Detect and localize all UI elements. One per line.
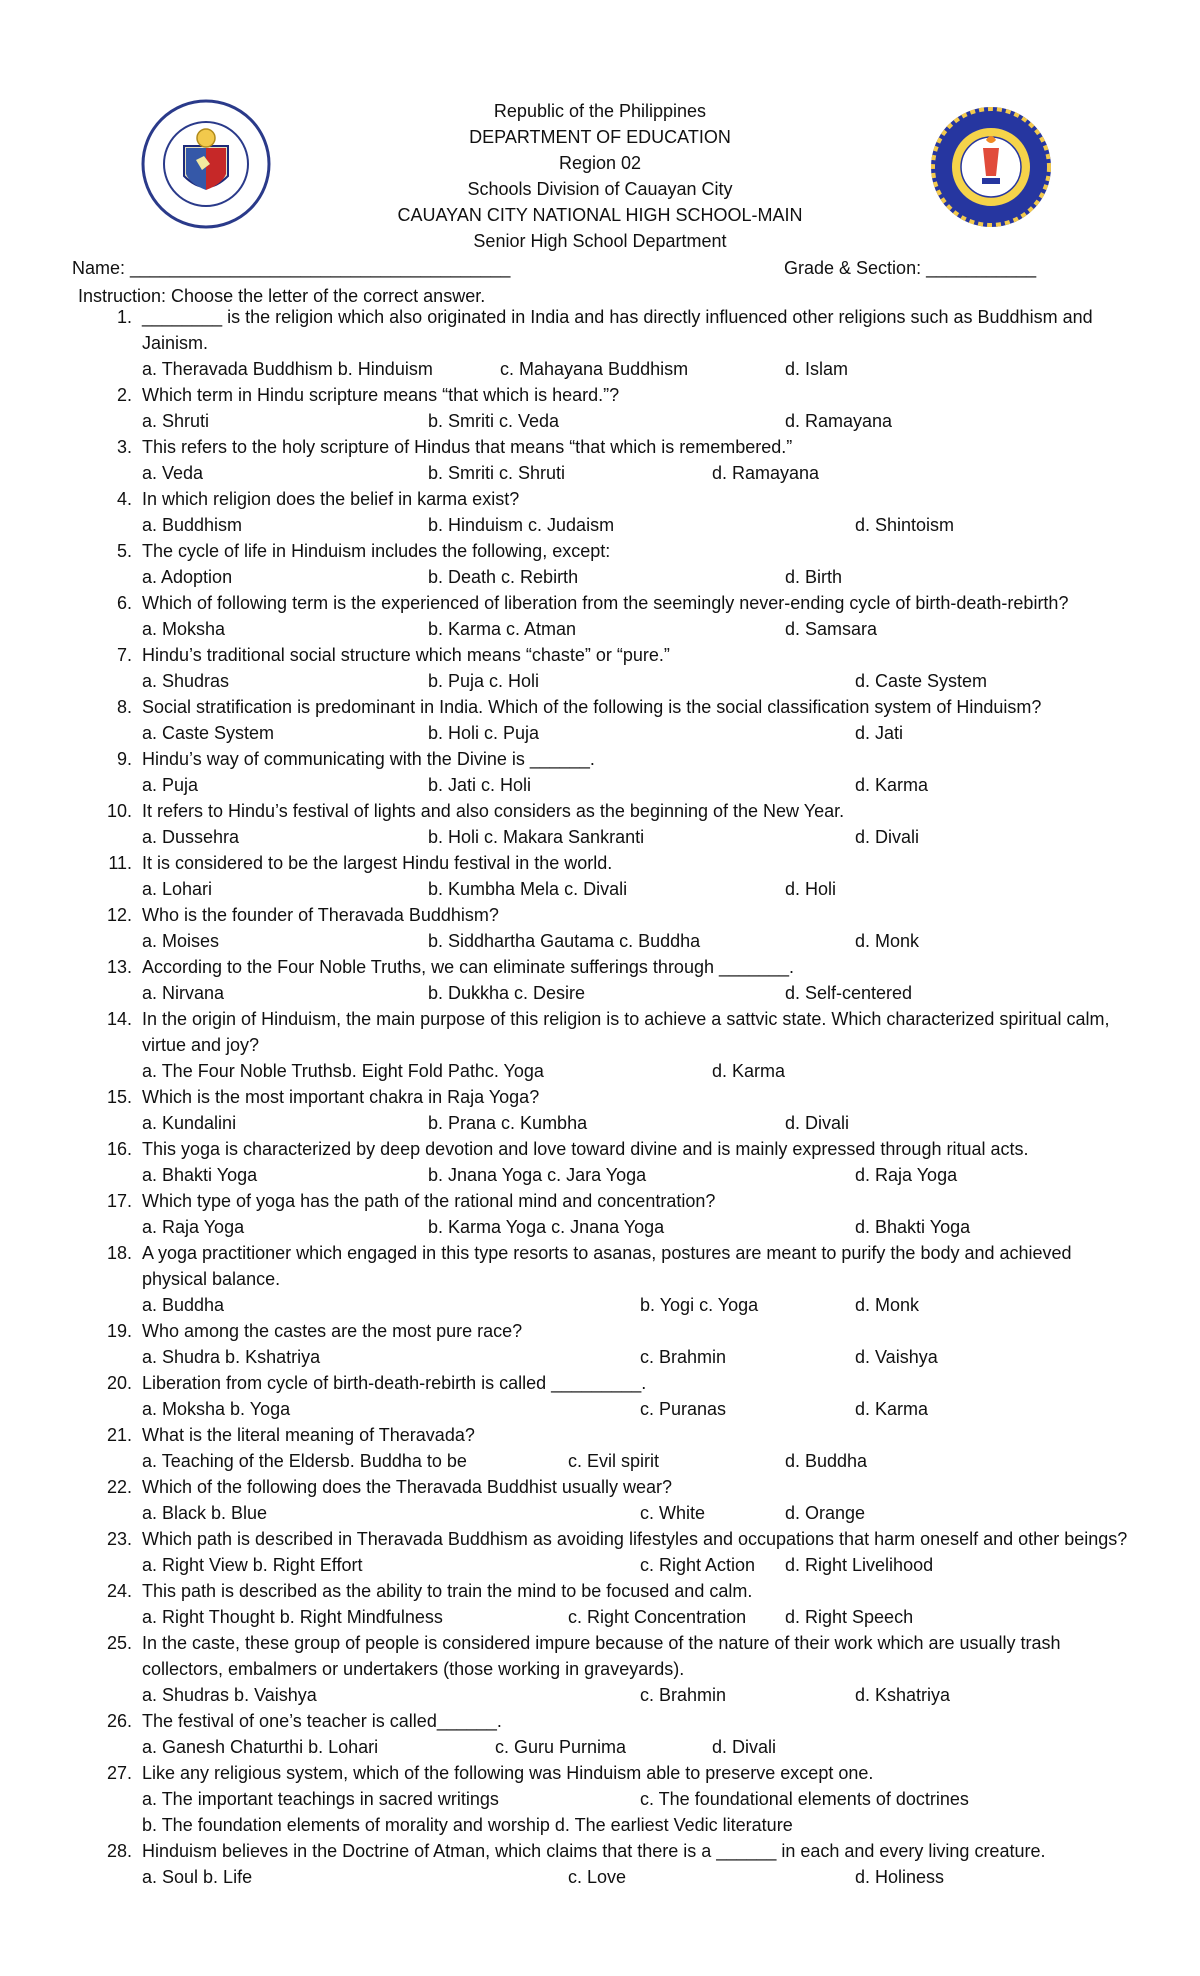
question-number: 16.: [106, 1139, 132, 1159]
question-number: 3.: [116, 437, 132, 457]
option-b[interactable]: b. Siddhartha Gautama c. Buddha: [428, 931, 701, 951]
question-item: [0, 304, 1200, 356]
question-stem: In the origin of Hinduism, the main purpose of this religion is to achieve a sattvic state. Which characterized spiritual calm, virtue and joy?: [142, 1009, 1110, 1055]
question-item: [0, 382, 1200, 408]
option-b[interactable]: c. Right Concentration: [568, 1607, 747, 1627]
option-a[interactable]: a. The important teachings in sacred writings: [142, 1789, 499, 1809]
option-c[interactable]: d. Orange: [785, 1503, 866, 1523]
school-seal-logo: [928, 104, 1054, 230]
question-stem: It refers to Hindu’s festival of lights and also considers as the beginning of the New Year.: [142, 801, 845, 821]
option-c[interactable]: d. Divali: [855, 827, 920, 847]
deped-seal-logo: [140, 98, 272, 230]
option-b[interactable]: b. Smriti c. Veda: [428, 411, 560, 431]
question-list: [0, 304, 1200, 1890]
option-b[interactable]: c. White: [640, 1503, 706, 1523]
option-a[interactable]: a. Kundalini: [142, 1113, 237, 1133]
question-number: 21.: [106, 1425, 132, 1445]
option-b[interactable]: c. Brahmin: [640, 1347, 727, 1367]
option-b[interactable]: b. Death c. Rebirth: [428, 567, 579, 587]
document-header: [300, 98, 900, 254]
option-b[interactable]: c. Brahmin: [640, 1685, 727, 1705]
question-number: 24.: [106, 1581, 132, 1601]
question-item: [0, 1006, 1200, 1058]
option-b[interactable]: b. Karma Yoga c. Jnana Yoga: [428, 1217, 665, 1237]
question-stem: Hindu’s traditional social structure which means “chaste” or “pure.”: [142, 645, 670, 665]
question-number: 5.: [116, 541, 132, 561]
question-number: 8.: [116, 697, 132, 717]
option-c[interactable]: d. Monk: [855, 1295, 920, 1315]
option-a[interactable]: a. Buddha: [142, 1295, 225, 1315]
question-number: 4.: [116, 489, 132, 509]
header-department: DEPARTMENT OF EDUCATION: [469, 127, 731, 147]
option-c[interactable]: d. Divali: [785, 1113, 850, 1133]
answer-options: [0, 356, 1200, 382]
question-stem: Which of the following does the Theravada Buddhist usually wear?: [142, 1477, 672, 1497]
option-c[interactable]: d. Vaishya: [855, 1347, 938, 1367]
option-c[interactable]: d. Kshatriya: [855, 1685, 951, 1705]
question-stem: Liberation from cycle of birth-death-rebirth is called _________.: [142, 1373, 647, 1393]
question-number: 25.: [106, 1633, 132, 1653]
question-stem: In the caste, these group of people is considered impure because of the nature of their work which are usually trash collectors, embalmers or undertakers (those working in graveyards).: [142, 1633, 1061, 1679]
option-c[interactable]: d. Islam: [785, 359, 849, 379]
question-number: 20.: [106, 1373, 132, 1393]
option-a[interactable]: a. Caste System: [142, 723, 275, 743]
answer-options: [0, 1734, 1200, 1760]
question-stem: Hindu’s way of communicating with the Divine is ______.: [142, 749, 595, 769]
option-c[interactable]: d. Self-centered: [785, 983, 913, 1003]
option-a[interactable]: a. Right View b. Right Effort: [142, 1555, 363, 1575]
question-stem: A yoga practitioner which engaged in this type resorts to asanas, postures are meant to purify the body and achieved physical balance.: [142, 1243, 1072, 1289]
question-number: 18.: [106, 1243, 132, 1263]
option-a[interactable]: a. Shudras b. Vaishya: [142, 1685, 317, 1705]
option-a[interactable]: a. Soul b. Life: [142, 1867, 253, 1887]
question-stem: Which path is described in Theravada Buddhism as avoiding lifestyles and occupations that harm oneself and other beings?: [142, 1529, 1128, 1549]
option-a[interactable]: a. Veda: [142, 463, 204, 483]
option-b[interactable]: b. Holi c. Puja: [428, 723, 540, 743]
option-c[interactable]: d. Divali: [712, 1737, 777, 1757]
option-a[interactable]: a. Moksha b. Yoga: [142, 1399, 291, 1419]
option-c[interactable]: d. Samsara: [785, 619, 878, 639]
option-b-line[interactable]: b. The foundation elements of morality and worship d. The earliest Vedic literature: [142, 1815, 793, 1835]
answer-options: [0, 772, 1200, 798]
option-b[interactable]: c. Mahayana Buddhism: [500, 359, 689, 379]
question-item: [0, 902, 1200, 928]
answer-options: [0, 1552, 1200, 1578]
question-stem: Which type of yoga has the path of the rational mind and concentration?: [142, 1191, 716, 1211]
question-stem: This refers to the holy scripture of Hindus that means “that which is remembered.”: [142, 437, 793, 457]
question-number: 1.: [116, 307, 132, 327]
option-a[interactable]: a. Shudras: [142, 671, 230, 691]
question-number: 22.: [106, 1477, 132, 1497]
question-number: 2.: [116, 385, 132, 405]
question-item: [0, 1188, 1200, 1214]
answer-options: [0, 980, 1200, 1006]
option-a[interactable]: a. Dussehra: [142, 827, 240, 847]
answer-options: [0, 616, 1200, 642]
option-c[interactable]: d. Karma: [855, 775, 929, 795]
question-stem: Which of following term is the experienced of liberation from the seemingly never-ending cycle of birth-death-rebirth?: [142, 593, 1069, 613]
header-department-unit: Senior High School Department: [473, 231, 727, 251]
option-a[interactable]: a. Raja Yoga: [142, 1217, 245, 1237]
question-item: [0, 746, 1200, 772]
option-a[interactable]: a. Lohari: [142, 879, 213, 899]
option-a[interactable]: a. Adoption: [142, 567, 233, 587]
option-a[interactable]: a. Moksha: [142, 619, 226, 639]
answer-options: [0, 1058, 1200, 1084]
header-division: Schools Division of Cauayan City: [467, 179, 733, 199]
option-a[interactable]: a. Shruti: [142, 411, 210, 431]
option-c[interactable]: d. Bhakti Yoga: [855, 1217, 971, 1237]
question-item: [0, 1630, 1200, 1682]
question-stem: According to the Four Noble Truths, we can eliminate sufferings through _______.: [142, 957, 795, 977]
option-b[interactable]: b. Jati c. Holi: [428, 775, 532, 795]
question-item: [0, 590, 1200, 616]
question-stem: It is considered to be the largest Hindu festival in the world.: [142, 853, 613, 873]
question-item: [0, 1760, 1200, 1786]
answer-options: [0, 1292, 1200, 1318]
question-item: [0, 486, 1200, 512]
answer-options: [0, 564, 1200, 590]
option-b[interactable]: c. Love: [568, 1867, 627, 1887]
option-c[interactable]: d. Ramayana: [712, 463, 820, 483]
option-a[interactable]: a. Bhakti Yoga: [142, 1165, 258, 1185]
option-b[interactable]: c. Evil spirit: [568, 1451, 660, 1471]
name-field[interactable]: Name: ______________________________________: [72, 258, 511, 278]
instruction-text: Instruction: Choose the letter of the correct answer.: [78, 286, 486, 306]
answer-options: [0, 876, 1200, 902]
option-c[interactable]: d. Monk: [855, 931, 920, 951]
question-item: [0, 1526, 1200, 1552]
option-c[interactable]: d. Karma: [712, 1061, 786, 1081]
option-c[interactable]: d. Birth: [785, 567, 843, 587]
question-number: 10.: [106, 801, 132, 821]
student-info-row: [72, 258, 1152, 282]
option-a[interactable]: a. Shudra b. Kshatriya: [142, 1347, 321, 1367]
question-number: 15.: [106, 1087, 132, 1107]
grade-section-field[interactable]: Grade & Section: ___________: [784, 258, 1037, 278]
answer-options: [0, 1162, 1200, 1188]
option-a[interactable]: a. Nirvana: [142, 983, 225, 1003]
option-c[interactable]: d. Buddha: [785, 1451, 868, 1471]
option-c[interactable]: d. Caste System: [855, 671, 988, 691]
option-c[interactable]: d. Right Speech: [785, 1607, 914, 1627]
question-number: 11.: [108, 853, 132, 873]
answer-options: [0, 1214, 1200, 1240]
option-b[interactable]: b. Hinduism c. Judaism: [428, 515, 615, 535]
option-b[interactable]: b. Yogi c. Yoga: [640, 1295, 759, 1315]
answer-options: [0, 824, 1200, 850]
option-b[interactable]: b. Dukkha c. Desire: [428, 983, 586, 1003]
answer-options: [0, 1448, 1200, 1474]
option-c[interactable]: d. Holiness: [855, 1867, 945, 1887]
question-number: 26.: [106, 1711, 132, 1731]
question-number: 7.: [116, 645, 132, 665]
header-region: Region 02: [558, 153, 642, 173]
question-item: [0, 642, 1200, 668]
question-stem: The cycle of life in Hinduism includes the following, except:: [142, 541, 611, 561]
answer-options: [0, 1812, 1200, 1838]
question-item: [0, 1474, 1200, 1500]
header-country: Republic of the Philippines: [493, 101, 707, 121]
answer-options: [0, 668, 1200, 694]
option-c[interactable]: d. Karma: [855, 1399, 929, 1419]
question-stem: The festival of one’s teacher is called______.: [142, 1711, 502, 1731]
question-stem: What is the literal meaning of Theravada?: [142, 1425, 475, 1445]
answer-options: [0, 1604, 1200, 1630]
question-stem: Hinduism believes in the Doctrine of Atman, which claims that there is a ______ in each and every living creature.: [142, 1841, 1046, 1861]
option-c[interactable]: d. Holi: [785, 879, 837, 899]
question-number: 23.: [106, 1529, 132, 1549]
question-item: [0, 1422, 1200, 1448]
question-item: [0, 1838, 1200, 1864]
question-item: [0, 850, 1200, 876]
option-b[interactable]: b. Puja c. Holi: [428, 671, 540, 691]
option-a[interactable]: a. Ganesh Chaturthi b. Lohari: [142, 1737, 379, 1757]
question-number: 27.: [106, 1763, 132, 1783]
option-a[interactable]: a. Teaching of the Eldersb. Buddha to be: [142, 1451, 467, 1471]
option-b[interactable]: b. Holi c. Makara Sankranti: [428, 827, 645, 847]
option-b[interactable]: c. Right Action: [640, 1555, 756, 1575]
question-stem: Which is the most important chakra in Raja Yoga?: [142, 1087, 540, 1107]
option-b[interactable]: c. Guru Purnima: [495, 1737, 627, 1757]
answer-options: [0, 1864, 1200, 1890]
answer-options: [0, 1344, 1200, 1370]
answer-options: [0, 1500, 1200, 1526]
answer-options: [0, 720, 1200, 746]
question-item: [0, 1370, 1200, 1396]
question-stem: Like any religious system, which of the following was Hinduism able to preserve except one.: [142, 1763, 874, 1783]
answer-options: [0, 460, 1200, 486]
option-a[interactable]: a. Buddhism: [142, 515, 243, 535]
option-a[interactable]: a. Right Thought b. Right Mindfulness: [142, 1607, 443, 1627]
question-stem: In which religion does the belief in karma exist?: [142, 489, 520, 509]
question-stem: Who among the castes are the most pure race?: [142, 1321, 523, 1341]
question-item: [0, 538, 1200, 564]
answer-options: [0, 1396, 1200, 1422]
option-b[interactable]: b. Karma c. Atman: [428, 619, 577, 639]
option-a[interactable]: a. Theravada Buddhism b. Hinduism: [142, 359, 433, 379]
answer-options: [0, 408, 1200, 434]
option-a[interactable]: a. Puja: [142, 775, 199, 795]
question-stem: ________ is the religion which also originated in India and has directly influenced other religions such as Buddhism and Jainism.: [142, 307, 1093, 353]
question-number: 9.: [116, 749, 132, 769]
option-c[interactable]: d. Raja Yoga: [855, 1165, 958, 1185]
option-a[interactable]: a. The Four Noble Truthsb. Eight Fold Pathc. Yoga: [142, 1061, 544, 1081]
option-b[interactable]: b. Jnana Yoga c. Jara Yoga: [428, 1165, 647, 1185]
question-number: 6.: [116, 593, 132, 613]
question-number: 19.: [106, 1321, 132, 1341]
question-item: [0, 1084, 1200, 1110]
option-c[interactable]: d. Ramayana: [785, 411, 893, 431]
option-a[interactable]: a. Black b. Blue: [142, 1503, 268, 1523]
option-b[interactable]: c. Puranas: [640, 1399, 727, 1419]
answer-options: [0, 1786, 1200, 1812]
question-item: [0, 1136, 1200, 1162]
question-number: 12.: [106, 905, 132, 925]
question-stem: Who is the founder of Theravada Buddhism?: [142, 905, 499, 925]
option-c[interactable]: d. Right Livelihood: [785, 1555, 934, 1575]
question-item: [0, 1578, 1200, 1604]
answer-options: [0, 1110, 1200, 1136]
question-item: [0, 1708, 1200, 1734]
option-c[interactable]: d. Shintoism: [855, 515, 955, 535]
question-number: 17.: [106, 1191, 132, 1211]
option-b[interactable]: c. The foundational elements of doctrines: [640, 1789, 969, 1809]
option-c[interactable]: d. Jati: [855, 723, 904, 743]
option-b[interactable]: b. Prana c. Kumbha: [428, 1113, 588, 1133]
answer-options: [0, 928, 1200, 954]
question-item: [0, 434, 1200, 460]
option-a[interactable]: a. Moises: [142, 931, 220, 951]
question-number: 14.: [106, 1009, 132, 1029]
question-item: [0, 1318, 1200, 1344]
answer-options: [0, 1682, 1200, 1708]
question-number: 13.: [106, 957, 132, 977]
question-number: 28.: [106, 1841, 132, 1861]
question-item: [0, 954, 1200, 980]
question-stem: Social stratification is predominant in India. Which of the following is the social classification system of Hinduism?: [142, 697, 1042, 717]
question-item: [0, 1240, 1200, 1292]
question-stem: This yoga is characterized by deep devotion and love toward divine and is mainly expressed through ritual acts.: [142, 1139, 1029, 1159]
header-school: CAUAYAN CITY NATIONAL HIGH SCHOOL-MAIN: [397, 205, 803, 225]
question-item: [0, 798, 1200, 824]
answer-options: [0, 512, 1200, 538]
option-b[interactable]: b. Kumbha Mela c. Divali: [428, 879, 628, 899]
question-stem: Which term in Hindu scripture means “that which is heard.”?: [142, 385, 620, 405]
question-item: [0, 694, 1200, 720]
option-b[interactable]: b. Smriti c. Shruti: [428, 463, 566, 483]
question-stem: This path is described as the ability to train the mind to be focused and calm.: [142, 1581, 753, 1601]
